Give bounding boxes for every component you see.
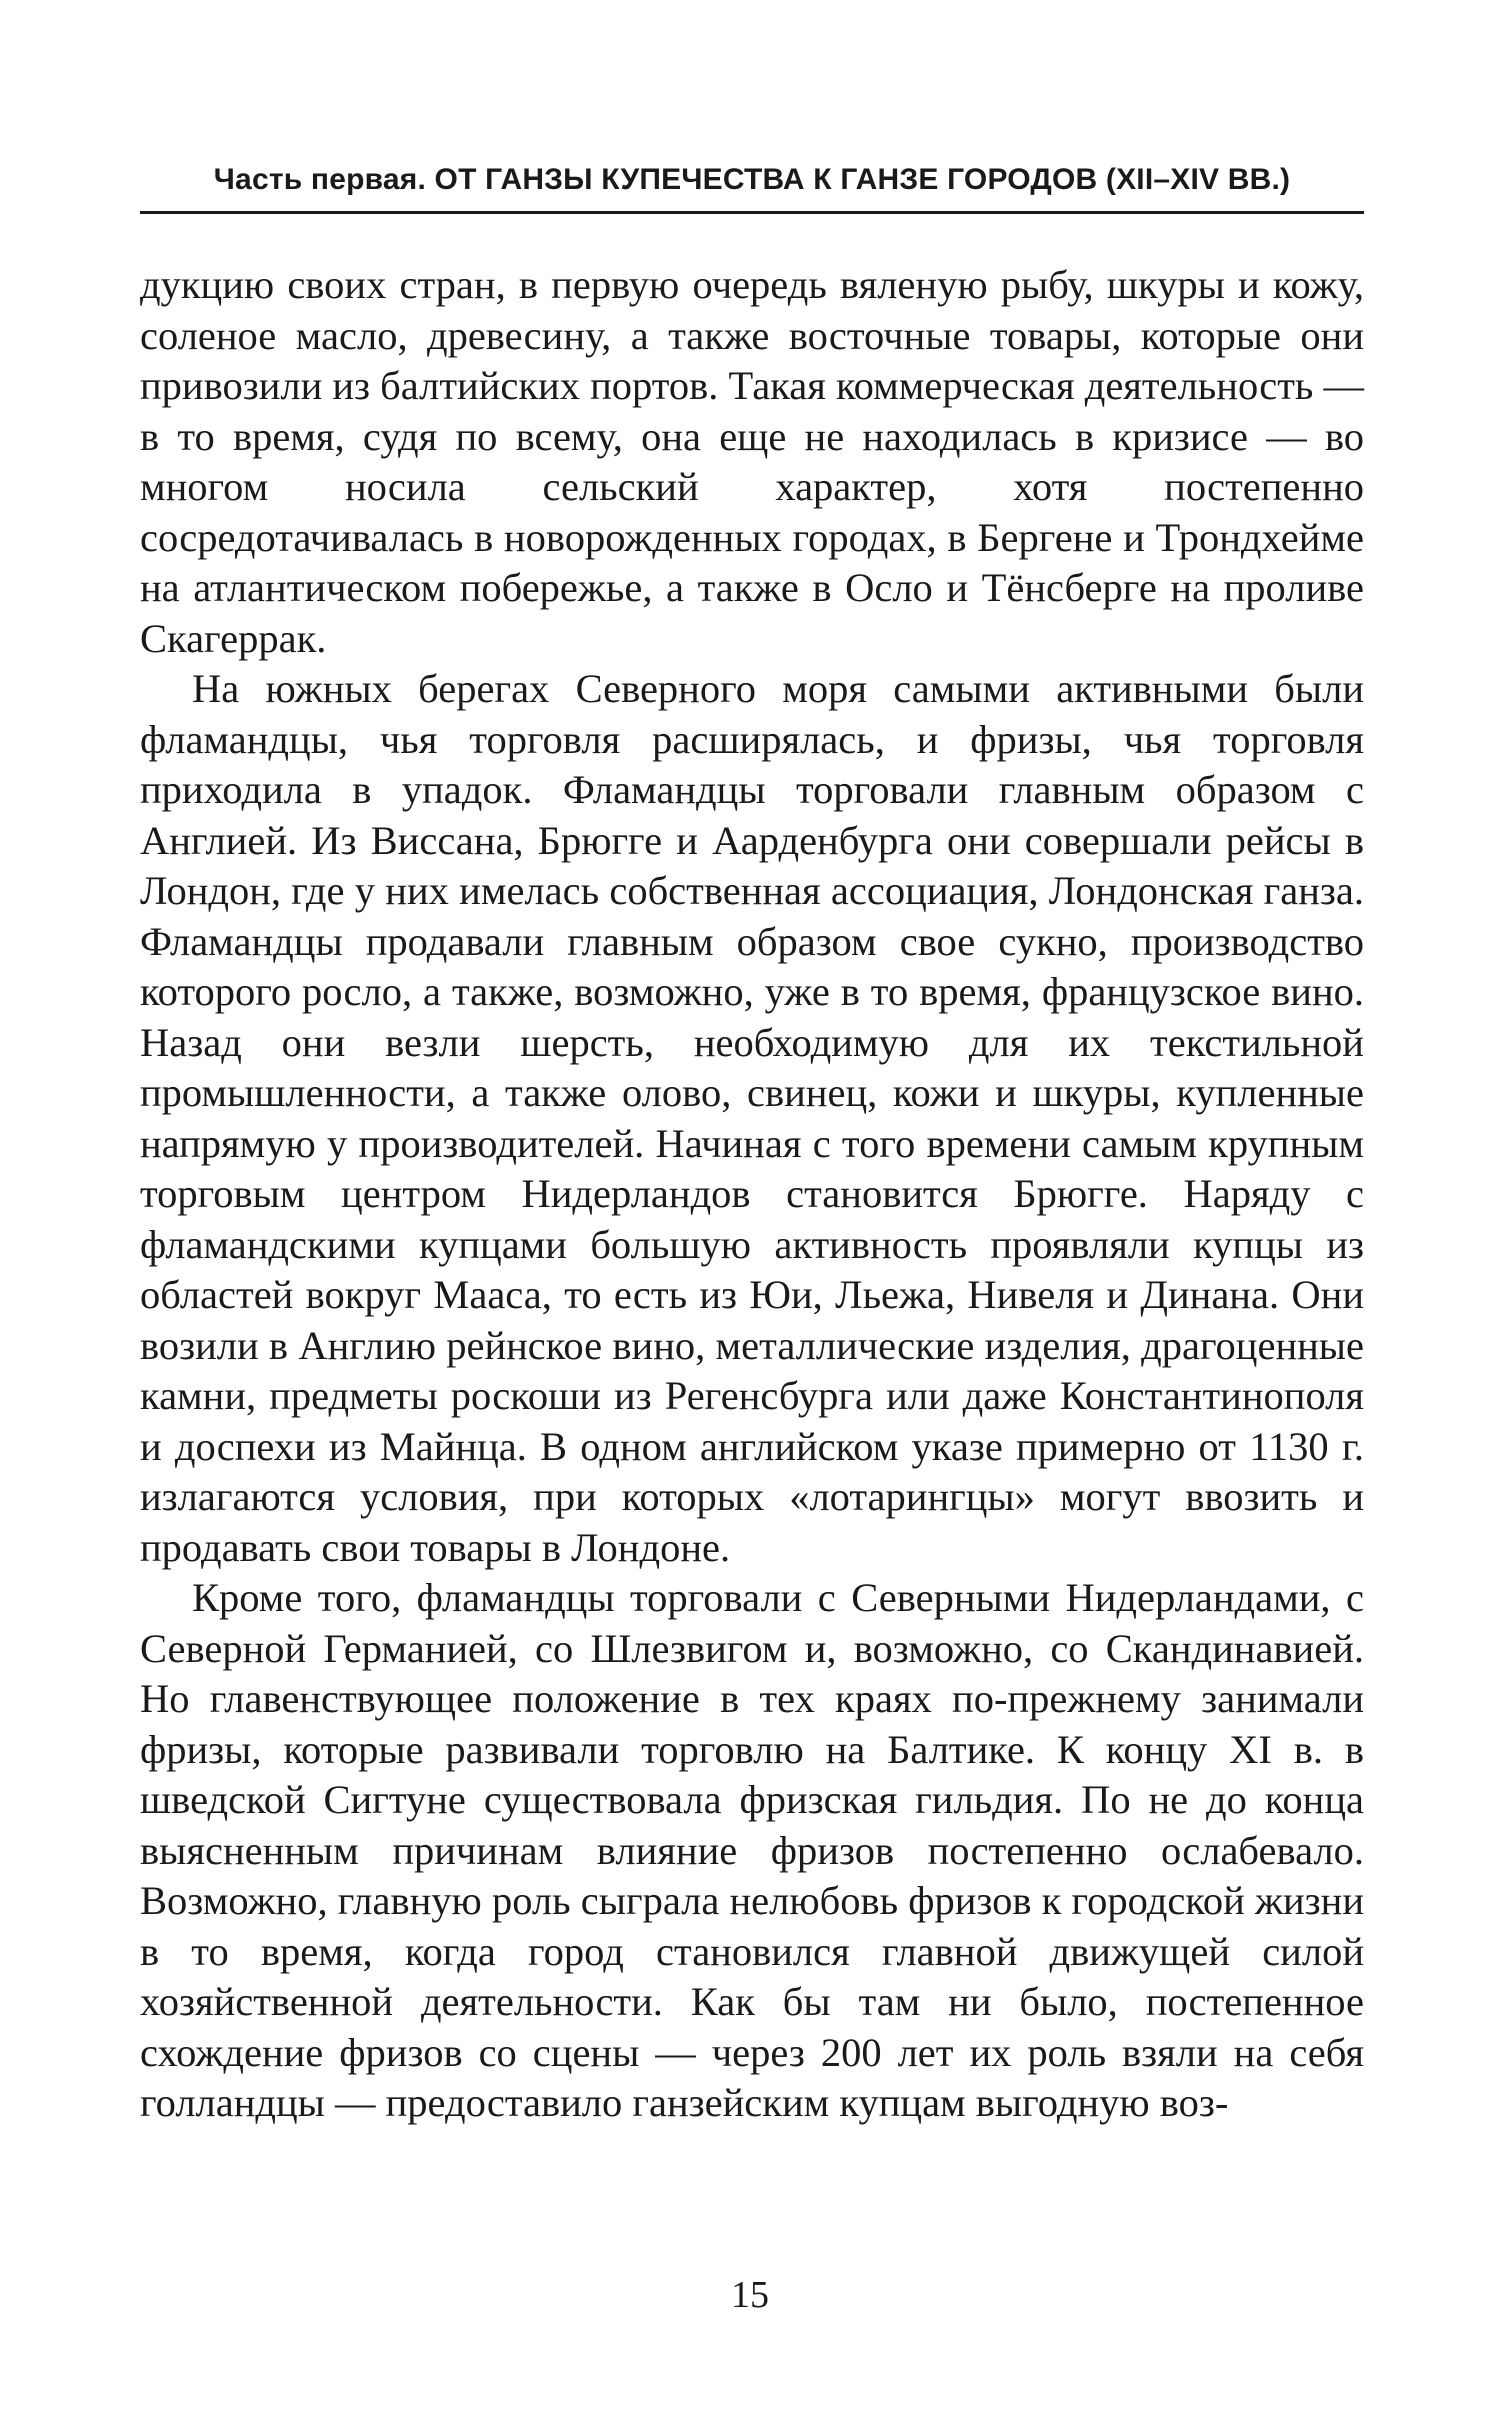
paragraph-flemish-trade: На южных берегах Северного моря самыми активными были фламандцы, чья торговля расширялась, и фризы, чья торговля приходила в упадок. Фламандцы торговали главным образом с Англией. Из Виссана, Брюгге и Аарденбурга они совершали рейсы в Лондон, где у них имелась собственная ассоциация, Лондонская ганза. Фламандцы продавали главным образом свое сукно, производство которого росло, а также, возможно, уже в то время, французское вино. Назад они везли шерсть, необходимую для их текстильной промышленности, а также олово, свинец, кожи и шкуры, купленные напрямую у производителей. Начиная с того времени самым крупным торговым центром Нидерландов становится Брюгге. Наряду с фламандскими купцами большую активность проявляли купцы из областей вокруг Мааса, то есть из Юи, Льежа, Нивеля и Динана. Они возили в Англию рейнское вино, металлические изделия, драгоценные камни, предметы роскоши из Регенсбурга или даже Константинополя и доспехи из Майнца. В одном английском указе примерно от 1130 г. излагаются условия, при которых «лотарингцы» могут ввозить и продавать свои товары в Лондоне. [140, 666, 1364, 1570]
header-rule [140, 211, 1364, 214]
paragraph-continuation: дукцию своих стран, в первую очередь вяленую рыбу, шкуры и кожу, соленое масло, древесину, а также восточные товары, которые они привозили из балтийских портов. Такая коммерческая деятельность — в то время, судя по всему, она еще не находилась в кризисе — во многом носила сельский характер, хотя постепенно сосредотачивалась в новорожденных городах, в Бергене и Трондхейме на атлантическом побережье, а также в Осло и Тёнсберге на проливе Скагеррак. [140, 262, 1364, 661]
paragraph-frisian-trade: Кроме того, фламандцы торговали с Северными Нидерландами, с Северной Германией, со Шлезвигом и, возможно, со Скандинавией. Но главенствующее положение в тех краях по-прежнему занимали фризы, которые развивали торговлю на Балтике. К концу XI в. в шведской Сигтуне существовала фризская гильдия. По не до конца выясненным причинам влияние фризов постепенно ослабевало. Возможно, главную роль сыграла нелюбовь фризов к городской жизни в то время, когда город становился главной движущей силой хозяйственной деятельности. Как бы там ни было, постепенное схождение фризов со сцены — через 200 лет их роль взяли на себя голландцы — предоставило ганзейским купцам выгодную воз- [140, 1575, 1364, 2125]
body-text [140, 260, 1364, 2129]
running-head: Часть первая. ОТ ГАНЗЫ КУПЕЧЕСТВА К ГАНЗЕ ГОРОДОВ (XII–XIV ВВ.) [213, 163, 1291, 196]
page-number: 15 [731, 2274, 769, 2316]
